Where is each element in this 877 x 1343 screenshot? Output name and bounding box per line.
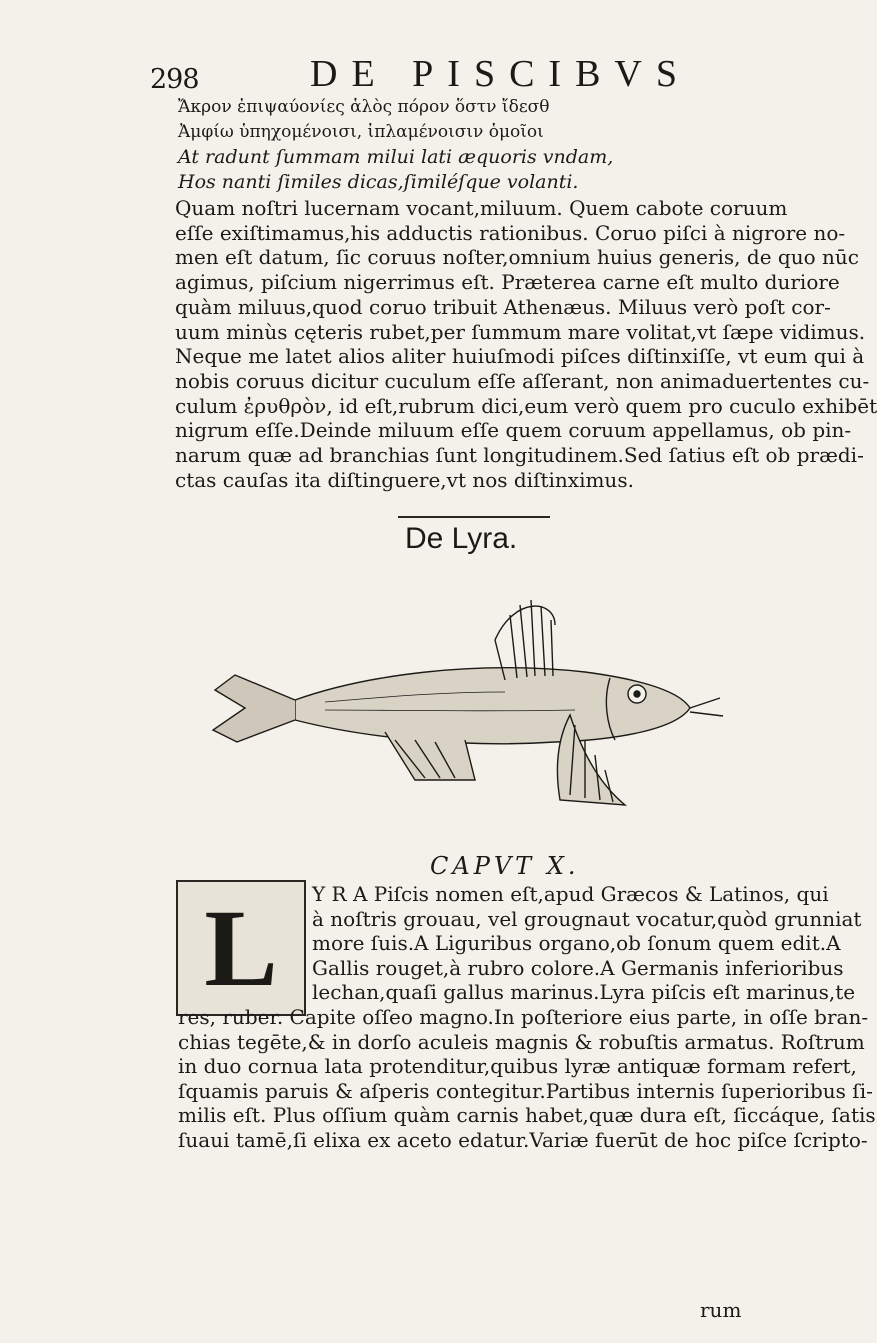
text-line: res, ruber. Capite oſſeo magno.In poſteriore eius parte, in oſſe bran-: [178, 1005, 869, 1029]
text-line: nobis coruus dicitur cuculum eſſe aſſerant, non animaduertentes cu-: [175, 368, 870, 393]
running-title: DE PISCIBVS: [310, 53, 691, 95]
text-line: ſuaui tamē,ſi elixa ex aceto edatur.Variæ fuerūt de hoc piſce ſcripto-: [178, 1127, 868, 1152]
text-line: culum ἐρυθρὸν, id eſt,rubrum dici,eum verò quem pro cuculo exhibēt: [175, 393, 877, 418]
text-line: eſſe exiſtimamus,his adductis rationibus. Coruo piſci à nigrore no-: [175, 220, 846, 245]
text-line: ctas cauſas ita diſtinguere,vt nos diſtinximus.: [175, 467, 634, 492]
section-title: De Lyra.: [405, 522, 518, 555]
paragraph-miluus-coruus: [175, 196, 877, 492]
initial-letter: L: [204, 887, 278, 1009]
paragraph-lyra-intro: [312, 882, 862, 1005]
text-line: Quam noſtri lucernam vocant,miluum. Quem cabote coruum: [175, 196, 788, 220]
greek-latin-verse: [178, 95, 738, 195]
text-line: narum quæ ad branchias ſunt longitudinem.Sed ſatius eſt ob prædi-: [175, 443, 864, 468]
text-line: uum minùs cęteris rubet,per ſummum mare volitat,vt ſæpe vidimus.: [175, 319, 866, 344]
verse-line: Ἀμφίω ὑπηχομένοισι, ἰπλαμένοισιν ὁμοῖοι: [178, 122, 544, 142]
verse-line: At radunt ſummam milui lati æquoris vndam,: [178, 146, 614, 168]
text-line: chias tegēte,& in dorſo aculeis magnis & robuſtis armatus. Roſtrum: [178, 1029, 865, 1054]
lyra-fish-woodcut: [175, 580, 735, 840]
text-line: quàm miluus,quod coruo tribuit Athenæus. Miluus verò poſt cor-: [175, 294, 831, 319]
text-line: Y R A Piſcis nomen eſt,apud Græcos & Latinos, qui: [312, 882, 829, 906]
text-line: milis eſt. Plus oſſium quàm carnis habet,quæ dura eſt, ſiccáque, ſatis: [178, 1103, 876, 1127]
page-number: 298: [150, 64, 199, 95]
verse-line: Ἄκρον ἐπιψαύονίες ἁλὸς πόρον ὅστν ἴδεσθ: [178, 97, 550, 117]
text-line: lechan,quaſi gallus marinus.Lyra piſcis eſt marinus,te: [312, 980, 856, 1004]
verse-line: Hos nanti ſimiles dicas,ſimiléſque volanti.: [178, 171, 579, 193]
chapter-label: CAPVT X.: [430, 852, 580, 880]
text-line: à noſtris grouau, vel grougnaut vocatur,quòd grunniat: [312, 906, 862, 931]
text-line: men eſt datum, ſic coruus noſter,omnium huius generis, de quo nūc: [175, 245, 859, 270]
text-line: agimus, piſcium nigerrimus eſt. Præterea carne eſt multo duriore: [175, 270, 840, 295]
running-head: [150, 50, 710, 96]
text-line: more ſuis.A Liguribus organo,ob ſonum quem edit.A: [312, 931, 841, 955]
section-rule: [398, 516, 550, 518]
text-line: Neque me latet alios aliter huiuſmodi piſces diſtinxiſſe, vt eum qui à: [175, 344, 865, 369]
catchword: rum: [700, 1298, 742, 1322]
text-line: ſquamis paruis & aſperis contegitur.Partibus internis ſuperioribus ſi-: [178, 1078, 873, 1103]
text-line: nigrum eſſe.Deinde miluum eſſe quem coruum appellamus, ob pin-: [175, 418, 852, 443]
text-line: in duo cornua lata protenditur,quibus lyræ antiquæ formam refert,: [178, 1054, 857, 1078]
decorated-initial: [176, 880, 306, 1016]
paragraph-lyra-body: [178, 1005, 876, 1152]
text-line: Gallis rouget,à rubro colore.A Germanis inferioribus: [312, 955, 844, 980]
